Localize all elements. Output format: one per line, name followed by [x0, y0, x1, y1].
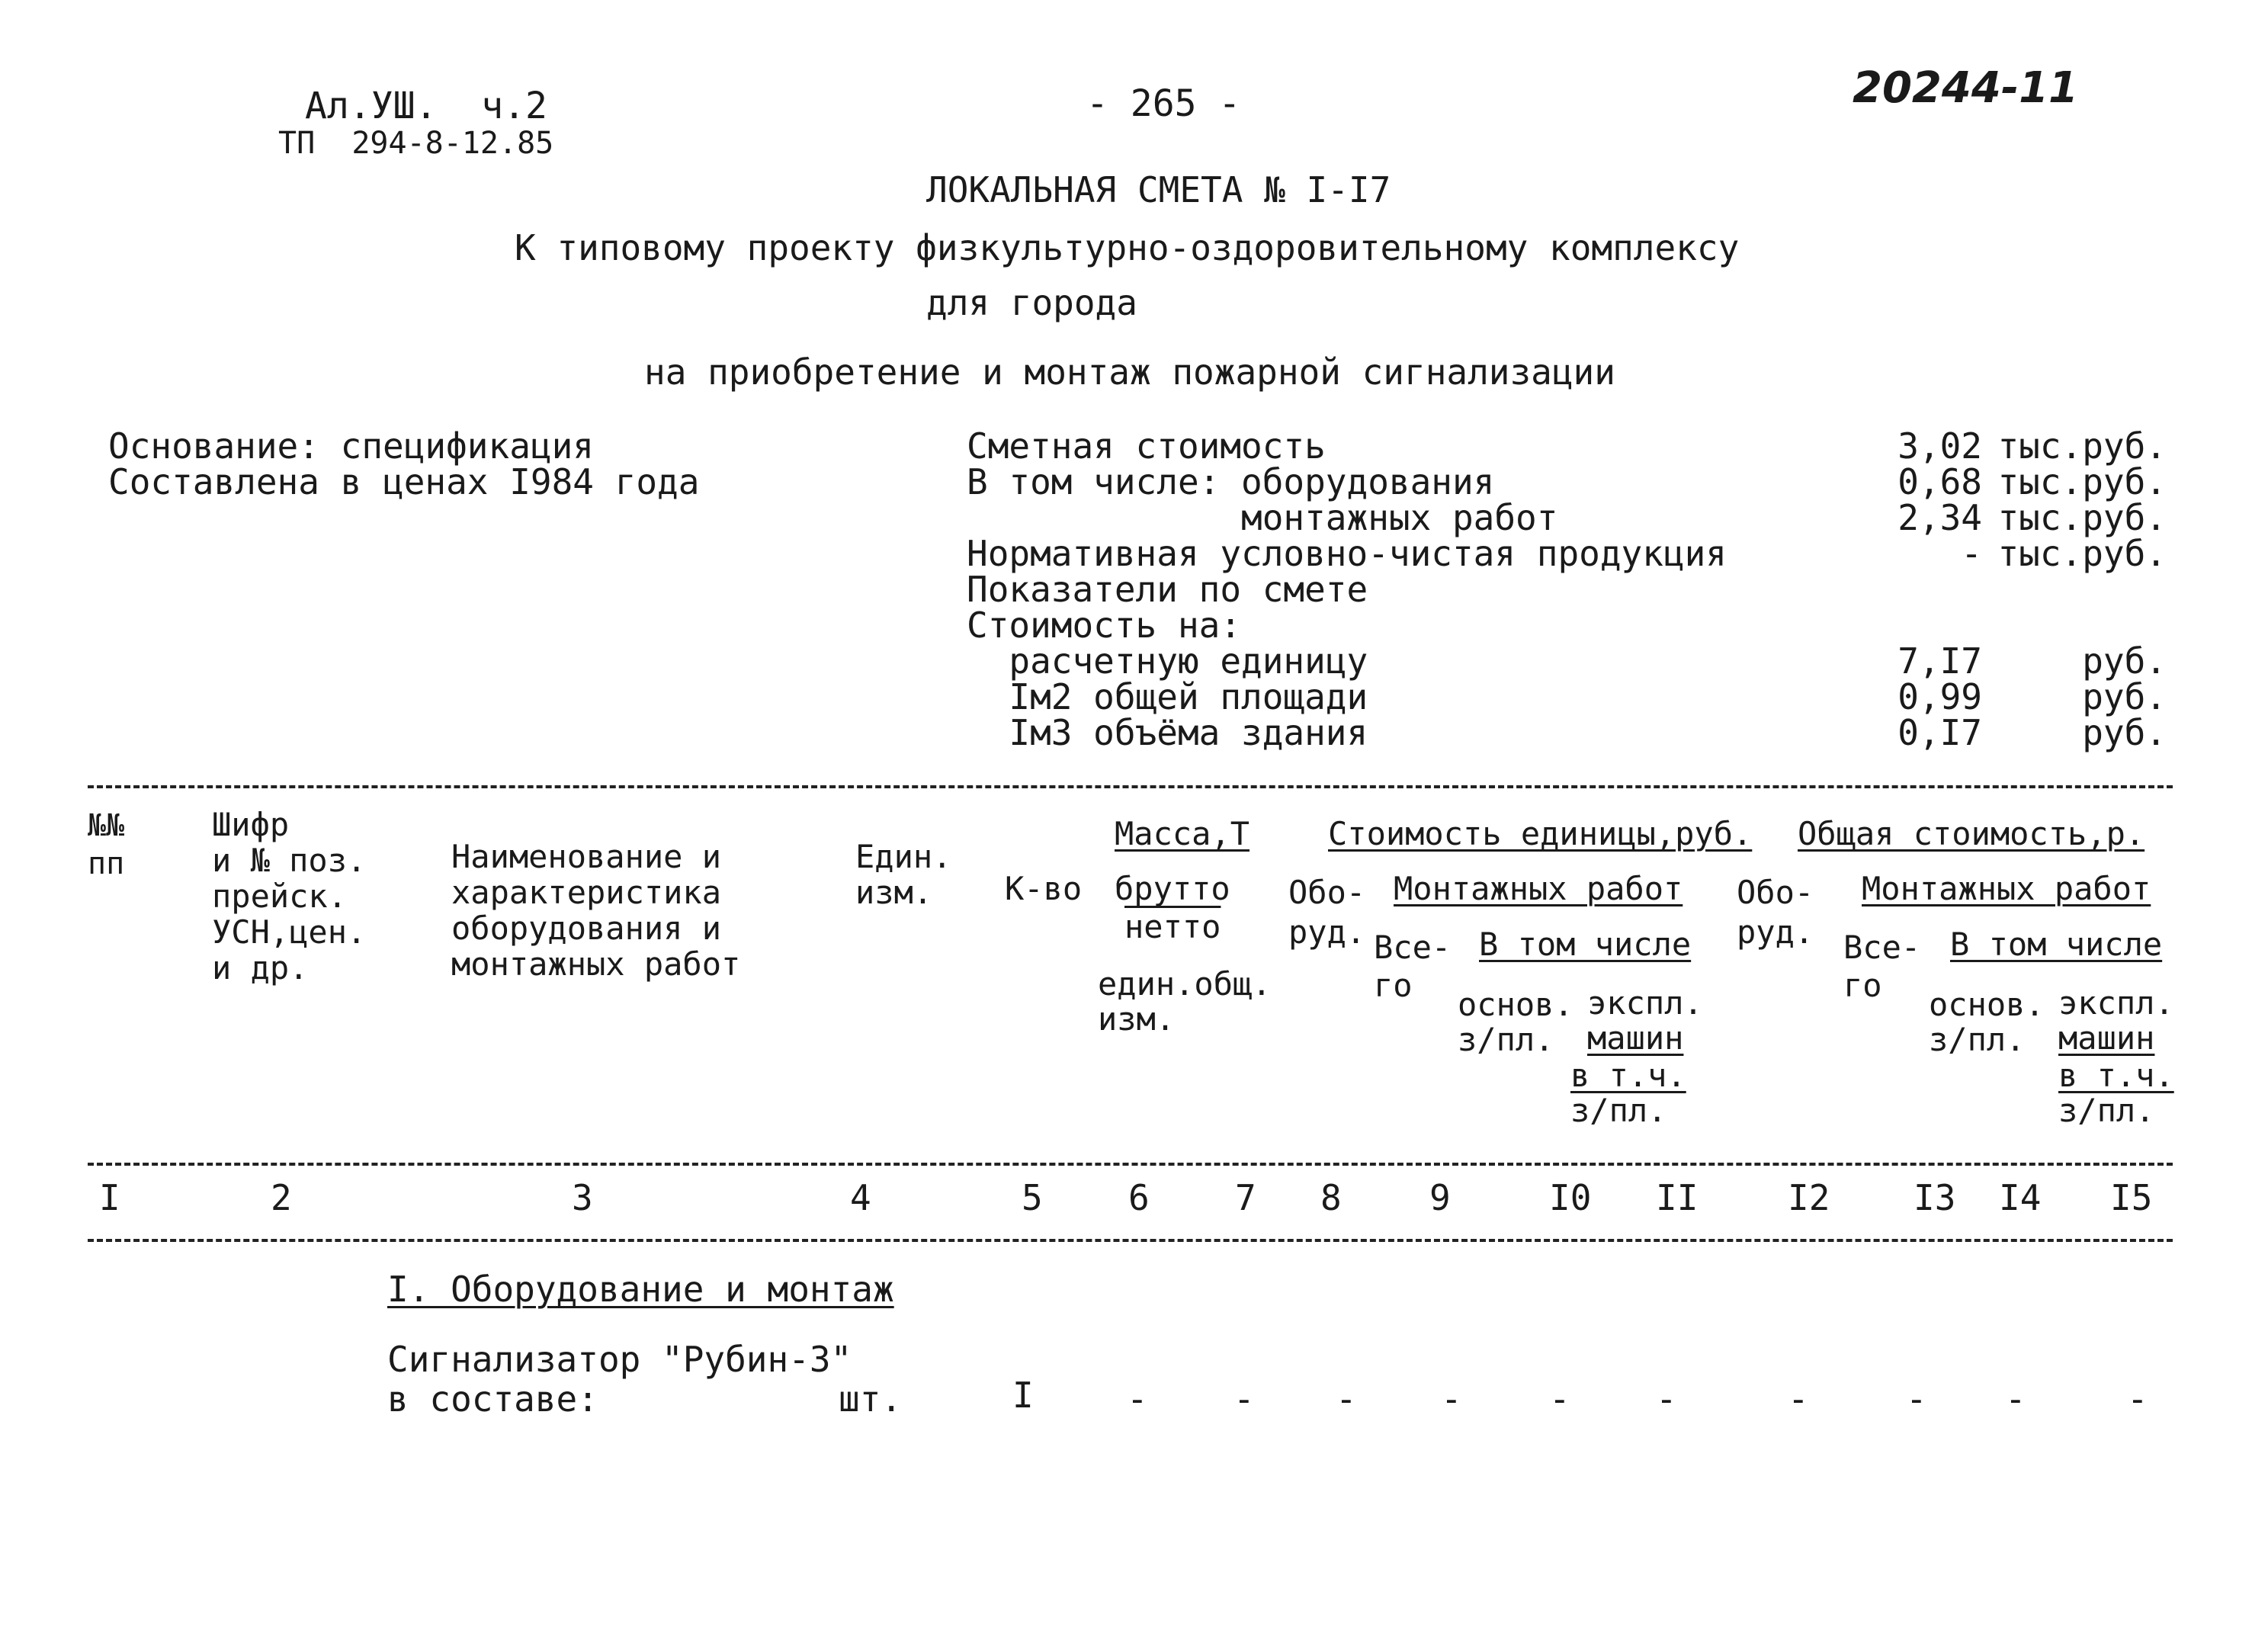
item-value-dash: - [1788, 1378, 1809, 1420]
summary-value: 7,I7 [1897, 640, 1982, 682]
col-header-machine-total: экспл. [2058, 984, 2174, 1022]
col-header-code: Шифр и № поз. прейск. УСН,цен. и др. [212, 806, 367, 987]
table-top-rule [88, 785, 2173, 788]
basis-spec: Основание: спецификация [108, 425, 594, 467]
col-header-wage-total: з/пл. [2058, 1092, 2155, 1129]
col-header-number: №№ пп [88, 808, 125, 881]
item-value-dash: - [2127, 1378, 2148, 1420]
item-value-dash: - [2005, 1378, 2026, 1420]
doc-title: ЛОКАЛЬНАЯ СМЕТА № I-I7 [926, 169, 1391, 210]
column-number: 8 [1320, 1177, 1342, 1218]
col-header-install-total: Монтажных работ [1862, 870, 2151, 907]
column-number: I3 [1914, 1177, 1956, 1218]
summary-label: Iм2 общей площади [967, 676, 1368, 717]
column-number: I [99, 1177, 120, 1218]
summary-label: В том числе: оборудования [967, 461, 1495, 502]
summary-unit: руб. [2082, 712, 2167, 753]
col-header-install-unit: Монтажных работ [1394, 870, 1683, 907]
column-number: 3 [572, 1177, 593, 1218]
col-header-unit: Един. изм. [855, 838, 952, 911]
col-header-brutto: брутто [1115, 870, 1230, 907]
summary-label: расчетную единицу [967, 640, 1368, 682]
item-name-line2: в составе: [387, 1378, 598, 1420]
handwritten-ref: 20244-11 [1853, 63, 2078, 113]
col-header-equip-unit: Обо- руд. [1288, 874, 1366, 951]
page-number: - 265 - [1086, 82, 1241, 125]
column-number: II [1656, 1177, 1699, 1218]
col-header-install-total-all: Все- го [1843, 929, 1921, 1004]
col-header-machine-unit: экспл. [1587, 984, 1703, 1022]
section-title: I. Оборудование и монтаж [387, 1269, 894, 1310]
summary-value: 2,34 [1897, 497, 1982, 538]
summary-value: 0,68 [1897, 461, 1982, 502]
doc-subtitle-city: для города [926, 282, 1137, 323]
item-unit: шт. [839, 1378, 903, 1420]
col-header-qty: К-во [1005, 870, 1083, 907]
summary-unit: тыс.руб. [1997, 497, 2167, 538]
tp-code: ТП 294-8-12.85 [278, 126, 554, 161]
item-value-dash: - [1549, 1378, 1570, 1420]
column-number: 7 [1235, 1177, 1256, 1218]
col-header-install-total-unit: Все- го [1374, 929, 1452, 1004]
summary-label: Показатели по смете [967, 569, 1368, 610]
col-header-base-wage-total: основ. з/пл. [1929, 986, 2045, 1058]
summary-label: Сметная стоимость [967, 425, 1326, 467]
item-value-dash: - [1656, 1378, 1677, 1420]
album-ref: Ал.УШ. ч.2 [305, 85, 547, 127]
item-name-line1: Сигнализатор "Рубин-3" [387, 1339, 852, 1380]
column-number: 2 [271, 1177, 292, 1218]
summary-unit: тыс.руб. [1997, 425, 2167, 467]
summary-label: Стоимость на: [967, 605, 1242, 646]
column-number: 6 [1128, 1177, 1150, 1218]
col-header-unit-cost: Стоимость единицы,руб. [1328, 815, 1753, 852]
col-header-incl-unit: В том числе [1479, 926, 1692, 963]
col-header-netto: нетто [1124, 908, 1221, 945]
col-header-machines-total: машин [2058, 1019, 2155, 1057]
item-qty: I [1012, 1375, 1034, 1416]
summary-label: Iм3 объёма здания [967, 712, 1368, 753]
column-number: I4 [1999, 1177, 2042, 1218]
summary-unit: тыс.руб. [1997, 533, 2167, 574]
col-header-name: Наименование и характеристика оборудования и монтажных работ [451, 838, 741, 983]
summary-value: 0,99 [1897, 676, 1982, 717]
summary-label: монтажных работ [967, 497, 1558, 538]
col-header-base-wage-unit: основ. з/пл. [1458, 986, 1573, 1058]
item-value-dash: - [1336, 1378, 1357, 1420]
column-number: 5 [1022, 1177, 1043, 1218]
doc-purpose: на приобретение и монтаж пожарной сигнализации [644, 351, 1615, 393]
item-value-dash: - [1127, 1378, 1148, 1420]
col-header-mass-units: един.общ. изм. [1098, 965, 1272, 1038]
summary-label: Нормативная условно-чистая продукция [967, 533, 1727, 574]
summary-value: - [1961, 533, 1982, 574]
col-header-machines-unit: машин [1587, 1019, 1684, 1057]
col-header-incl-wage-unit: в т.ч. [1570, 1057, 1686, 1094]
col-header-mass: Масса,Т [1115, 815, 1250, 852]
summary-unit: руб. [2082, 640, 2167, 682]
column-number: 9 [1429, 1177, 1451, 1218]
column-number: I5 [2110, 1177, 2153, 1218]
item-value-dash: - [1233, 1378, 1255, 1420]
col-header-wage-unit: з/пл. [1570, 1092, 1667, 1129]
col-header-incl-wage-total: в т.ч. [2058, 1057, 2174, 1094]
column-number: 4 [850, 1177, 871, 1218]
summary-unit: руб. [2082, 676, 2167, 717]
doc-subtitle: К типовому проекту физкультурно-оздоровительному комплексу [515, 227, 1740, 268]
col-header-equip-total: Обо- руд. [1737, 874, 1814, 951]
summary-value: 3,02 [1897, 425, 1982, 467]
basis-prices: Составлена в ценах I984 года [108, 461, 700, 502]
colnum-bottom-rule [88, 1239, 2173, 1242]
column-number: I2 [1788, 1177, 1830, 1218]
item-value-dash: - [1906, 1378, 1927, 1420]
col-header-incl-total: В том числе [1950, 926, 2163, 963]
summary-unit: тыс.руб. [1997, 461, 2167, 502]
header-bottom-rule [88, 1163, 2173, 1166]
summary-value: 0,I7 [1897, 712, 1982, 753]
item-value-dash: - [1441, 1378, 1462, 1420]
column-number: I0 [1549, 1177, 1592, 1218]
col-header-total-cost: Общая стоимость,р. [1798, 815, 2145, 852]
